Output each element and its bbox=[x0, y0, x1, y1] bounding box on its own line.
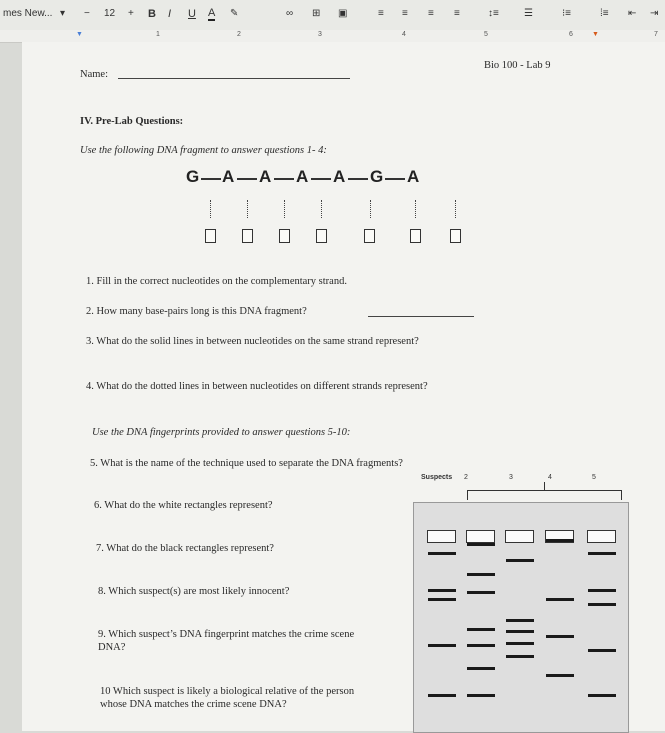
decrease-indent-icon[interactable]: ⇤ bbox=[628, 8, 637, 19]
ruler-number: 3 bbox=[318, 31, 322, 38]
dna-base: A bbox=[333, 167, 346, 186]
dna-band bbox=[588, 649, 616, 652]
question-7: 7. What do the black rectangles represent? bbox=[96, 543, 274, 554]
dna-band bbox=[506, 619, 534, 622]
dna-band bbox=[467, 694, 495, 697]
hydrogen-bond-line bbox=[321, 200, 322, 218]
dna-band bbox=[506, 559, 534, 562]
question-2-answer-line bbox=[368, 316, 474, 317]
bulleted-list-icon[interactable]: ⁝≡ bbox=[562, 8, 572, 19]
section-title: IV. Pre-Lab Questions: bbox=[80, 116, 184, 127]
dna-band bbox=[428, 694, 456, 697]
backbone-line bbox=[311, 178, 331, 180]
complementary-base-box[interactable] bbox=[450, 229, 461, 243]
question-1: 1. Fill in the correct nucleotides on the complementary strand. bbox=[86, 276, 347, 287]
course-label: Bio 100 - Lab 9 bbox=[484, 60, 551, 71]
question-9-line-1: 9. Which suspect’s DNA fingerprint matches the crime scene bbox=[98, 629, 355, 640]
lane-label: 5 bbox=[592, 474, 596, 481]
ruler-number: 2 bbox=[237, 31, 241, 38]
complementary-base-box[interactable] bbox=[364, 229, 375, 243]
name-answer-line bbox=[118, 78, 350, 79]
left-indent-marker[interactable]: ▼ bbox=[76, 31, 83, 38]
highlight-pen-icon[interactable]: ✎ bbox=[230, 8, 239, 19]
hydrogen-bond-line bbox=[455, 200, 456, 218]
gel-well bbox=[427, 530, 456, 543]
complementary-base-box[interactable] bbox=[242, 229, 253, 243]
align-justify-icon[interactable]: ≡ bbox=[454, 8, 460, 19]
dna-base: A bbox=[407, 167, 420, 186]
ruler-number: 6 bbox=[569, 31, 573, 38]
font-size-decrease-button[interactable]: − bbox=[84, 8, 90, 19]
dna-band bbox=[546, 674, 574, 677]
ruler-number: 5 bbox=[484, 31, 488, 38]
complementary-base-box[interactable] bbox=[316, 229, 327, 243]
comment-icon[interactable]: ⊞ bbox=[312, 8, 321, 19]
dna-band bbox=[467, 591, 495, 594]
dna-band bbox=[588, 552, 616, 555]
lane-label: 2 bbox=[464, 474, 468, 481]
dna-base: A bbox=[222, 167, 235, 186]
backbone-line bbox=[237, 178, 257, 180]
right-indent-marker[interactable]: ▼ bbox=[592, 31, 599, 38]
line-spacing-icon[interactable]: ↕≡ bbox=[488, 8, 499, 19]
italic-button[interactable]: I bbox=[168, 8, 172, 20]
text-color-button[interactable]: A bbox=[208, 7, 216, 19]
dna-base: G bbox=[186, 167, 200, 186]
dna-band bbox=[588, 589, 616, 592]
name-label: Name: bbox=[80, 69, 108, 80]
dna-band bbox=[428, 589, 456, 592]
numbered-list-icon[interactable]: ⁞≡ bbox=[600, 8, 609, 19]
dna-base: A bbox=[296, 167, 309, 186]
lane-label: 4 bbox=[548, 474, 552, 481]
image-icon[interactable]: ▣ bbox=[338, 8, 348, 19]
font-size-field[interactable]: 12 bbox=[104, 8, 116, 19]
dna-band bbox=[467, 667, 495, 670]
hydrogen-bond-line bbox=[284, 200, 285, 218]
dna-band bbox=[506, 655, 534, 658]
link-icon[interactable]: ∞ bbox=[286, 8, 294, 19]
dna-instructions: Use the following DNA fragment to answer questions 1- 4: bbox=[80, 145, 327, 156]
underline-button[interactable]: U bbox=[188, 8, 196, 20]
complementary-base-box[interactable] bbox=[205, 229, 216, 243]
bold-button[interactable]: B bbox=[148, 8, 156, 20]
align-left-icon[interactable]: ≡ bbox=[378, 8, 384, 19]
backbone-line bbox=[201, 178, 221, 180]
font-size-increase-button[interactable]: + bbox=[128, 8, 134, 19]
ruler-number: 4 bbox=[402, 31, 406, 38]
hydrogen-bond-line bbox=[210, 200, 211, 218]
hydrogen-bond-line bbox=[415, 200, 416, 218]
dna-band bbox=[588, 603, 616, 606]
docs-toolbar bbox=[0, 0, 665, 30]
dna-band bbox=[467, 644, 495, 647]
dna-base: G bbox=[370, 167, 384, 186]
question-8: 8. Which suspect(s) are most likely innocent? bbox=[98, 586, 290, 597]
increase-indent-icon[interactable]: ⇥ bbox=[650, 8, 659, 19]
gel-well bbox=[466, 530, 495, 543]
hydrogen-bond-line bbox=[247, 200, 248, 218]
question-10-line-1: 10 Which suspect is likely a biological relative of the person bbox=[100, 686, 355, 697]
complementary-base-box[interactable] bbox=[279, 229, 290, 243]
backbone-line bbox=[385, 178, 405, 180]
dna-band bbox=[506, 642, 534, 645]
checklist-icon[interactable]: ☰ bbox=[524, 8, 533, 19]
align-right-icon[interactable]: ≡ bbox=[428, 8, 434, 19]
question-10-line-2: whose DNA matches the crime scene DNA? bbox=[100, 699, 287, 710]
suspects-label: Suspects bbox=[421, 474, 453, 481]
dna-band bbox=[428, 598, 456, 601]
fingerprint-instructions: Use the DNA fingerprints provided to answer questions 5-10: bbox=[92, 427, 351, 438]
chevron-down-icon[interactable]: ▾ bbox=[60, 8, 66, 19]
dna-band bbox=[467, 543, 495, 546]
dna-band bbox=[467, 628, 495, 631]
question-3: 3. What do the solid lines in between nucleotides on the same strand represent? bbox=[86, 336, 419, 347]
dna-band bbox=[588, 694, 616, 697]
dna-band bbox=[428, 644, 456, 647]
font-name-dropdown[interactable]: mes New... bbox=[3, 8, 53, 19]
question-9-line-2: DNA? bbox=[98, 642, 126, 653]
question-2: 2. How many base-pairs long is this DNA fragment? bbox=[86, 306, 307, 317]
question-5: 5. What is the name of the technique used to separate the DNA fragments? bbox=[90, 458, 403, 469]
gel-well bbox=[505, 530, 534, 543]
complementary-base-box[interactable] bbox=[410, 229, 421, 243]
backbone-line bbox=[274, 178, 294, 180]
dna-band bbox=[467, 573, 495, 576]
question-4: 4. What do the dotted lines in between nucleotides on different strands represent? bbox=[86, 381, 428, 392]
dna-band bbox=[546, 598, 574, 601]
dna-band bbox=[506, 630, 534, 633]
backbone-line bbox=[348, 178, 368, 180]
dna-base: A bbox=[259, 167, 272, 186]
dna-band bbox=[428, 552, 456, 555]
question-6: 6. What do the white rectangles represent? bbox=[94, 500, 273, 511]
align-center-icon[interactable]: ≡ bbox=[402, 8, 408, 19]
hydrogen-bond-line bbox=[370, 200, 371, 218]
dna-band bbox=[546, 539, 574, 542]
gel-well bbox=[587, 530, 616, 543]
lane-label: 3 bbox=[509, 474, 513, 481]
ruler-number: 1 bbox=[156, 31, 160, 38]
ruler-number: 7 bbox=[654, 31, 658, 38]
dna-band bbox=[546, 635, 574, 638]
